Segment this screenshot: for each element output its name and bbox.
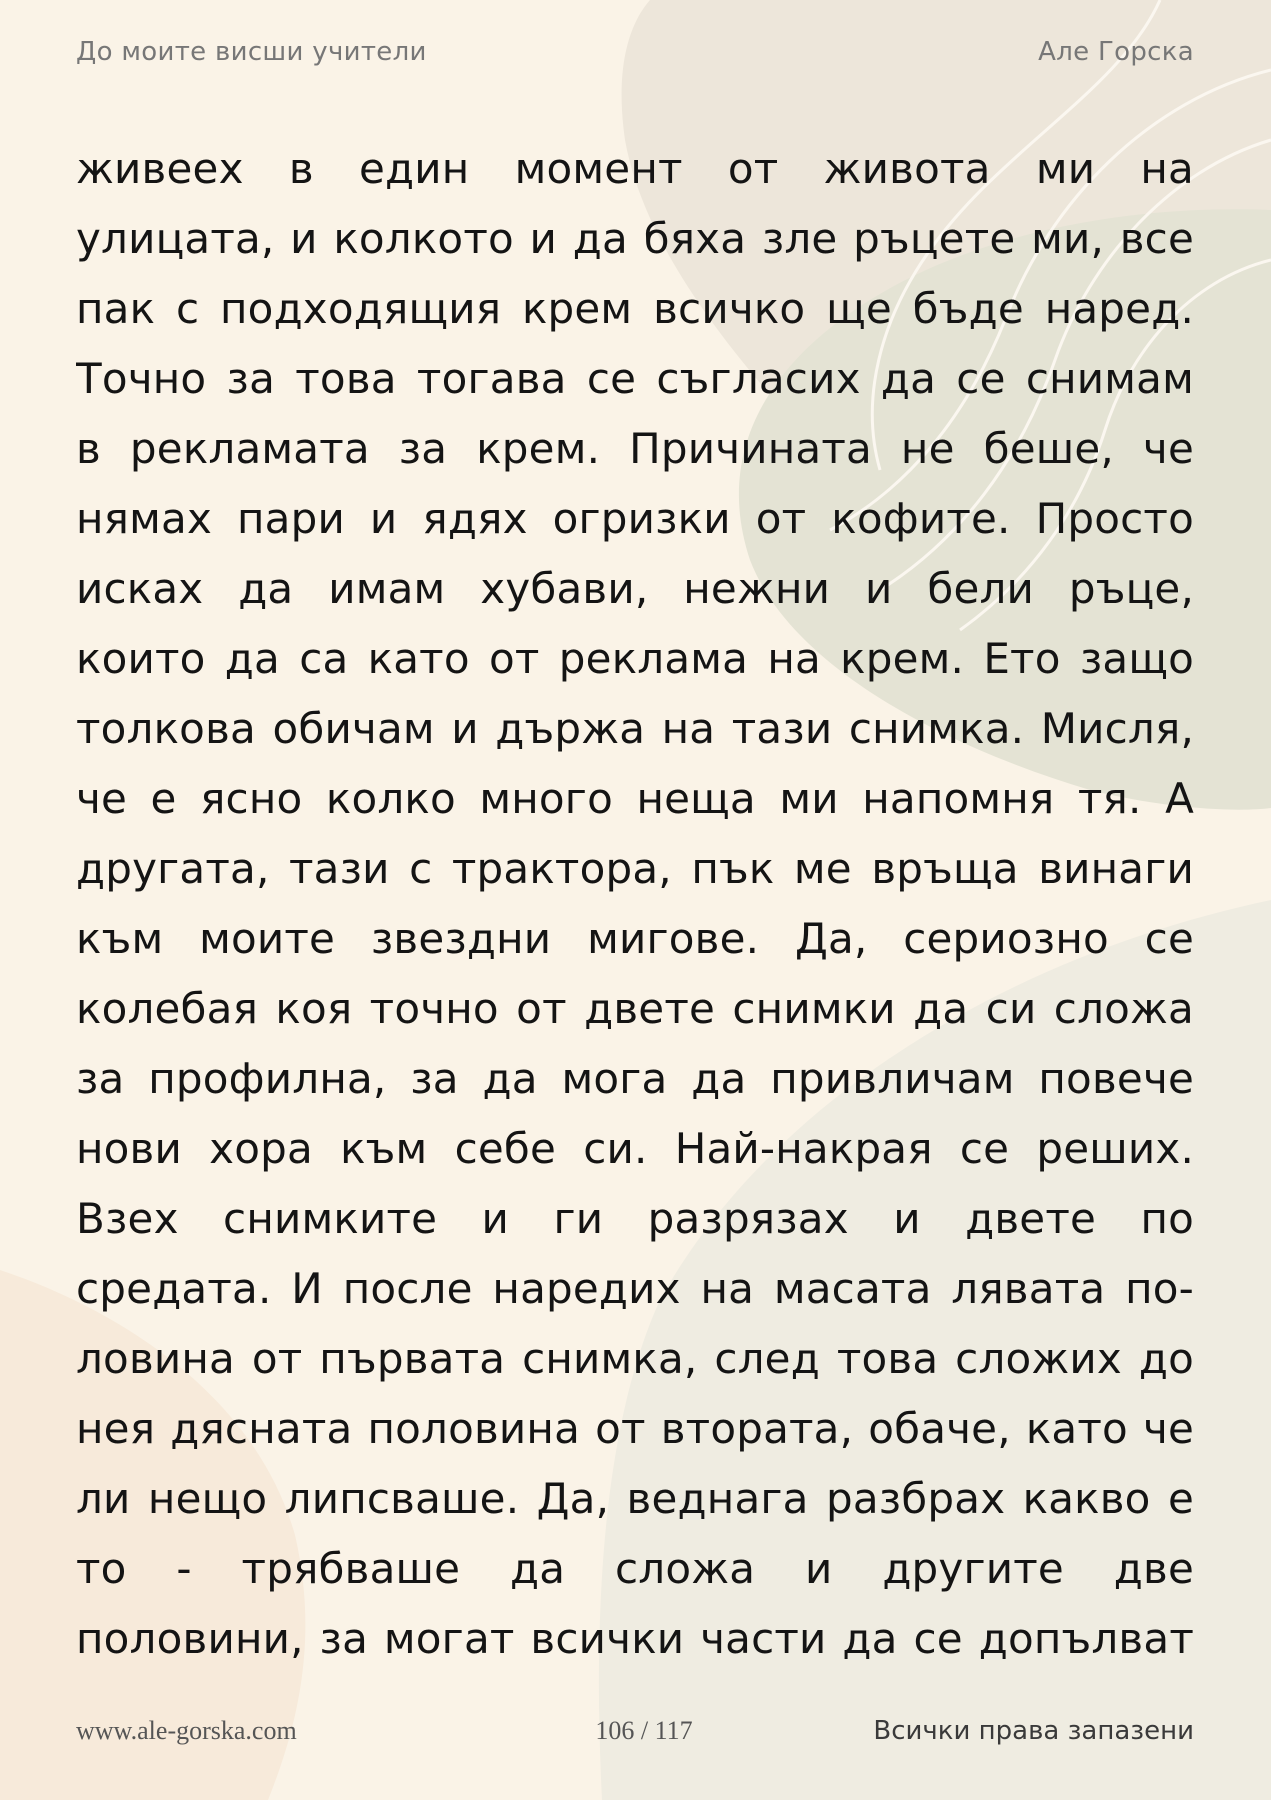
text-line: които да са като от реклама на крем. Ето защо <box>76 634 1194 683</box>
website-link[interactable]: www.ale-gorska.com <box>76 1716 297 1745</box>
page-number: 106 / 117 <box>595 1716 693 1745</box>
body-text <box>76 134 1194 1674</box>
text-line: пак с подходящия крем всичко ще бъде наред. <box>76 284 1194 333</box>
text-line: живеех в един момент от живота ми на <box>76 144 1194 193</box>
text-line: половини, за могат всички части да се допълват <box>76 1614 1194 1663</box>
text-line: за профилна, за да мога да привличам повече <box>76 1054 1194 1103</box>
text-line: другата, тази с трактора, пък ме връща винаги <box>76 844 1194 893</box>
text-line: ли нещо липсваше. Да, веднага разбрах какво е <box>76 1474 1194 1523</box>
text-line: то - трябваше да сложа и другите две <box>76 1544 1194 1593</box>
text-line: Точно за това тогава се съгласих да се снимам <box>76 354 1194 403</box>
page-header <box>76 32 1194 72</box>
text-line: нови хора към себе си. Най-накрая се реших. <box>76 1124 1194 1173</box>
author-name: Але Горска <box>1038 37 1194 67</box>
book-title: До моите висши учители <box>76 37 427 67</box>
text-line: средата. И после наредих на масата лявата по- <box>76 1264 1194 1313</box>
text-line: че е ясно колко много неща ми напомня тя. А <box>76 774 1194 823</box>
page-footer <box>76 1711 1194 1751</box>
text-line: към моите звездни мигове. Да, сериозно се <box>76 914 1194 963</box>
copyright-notice: Всички права запазени <box>873 1716 1194 1746</box>
text-line: нея дясната половина от втората, обаче, като че <box>76 1404 1194 1453</box>
text-line: ловина от първата снимка, след това сложих до <box>76 1334 1194 1383</box>
text-line: толкова обичам и държа на тази снимка. Мисля, <box>76 704 1194 753</box>
text-line: Взех снимките и ги разрязах и двете по <box>76 1194 1194 1243</box>
text-line: улицата, и колкото и да бяха зле ръцете ми, все <box>76 214 1194 263</box>
text-line: нямах пари и ядях огризки от кофите. Просто <box>76 494 1194 543</box>
text-line: исках да имам хубави, нежни и бели ръце, <box>76 564 1194 613</box>
text-line: в рекламата за крем. Причината не беше, че <box>76 424 1194 473</box>
text-line: колебая коя точно от двете снимки да си сложа <box>76 984 1194 1033</box>
